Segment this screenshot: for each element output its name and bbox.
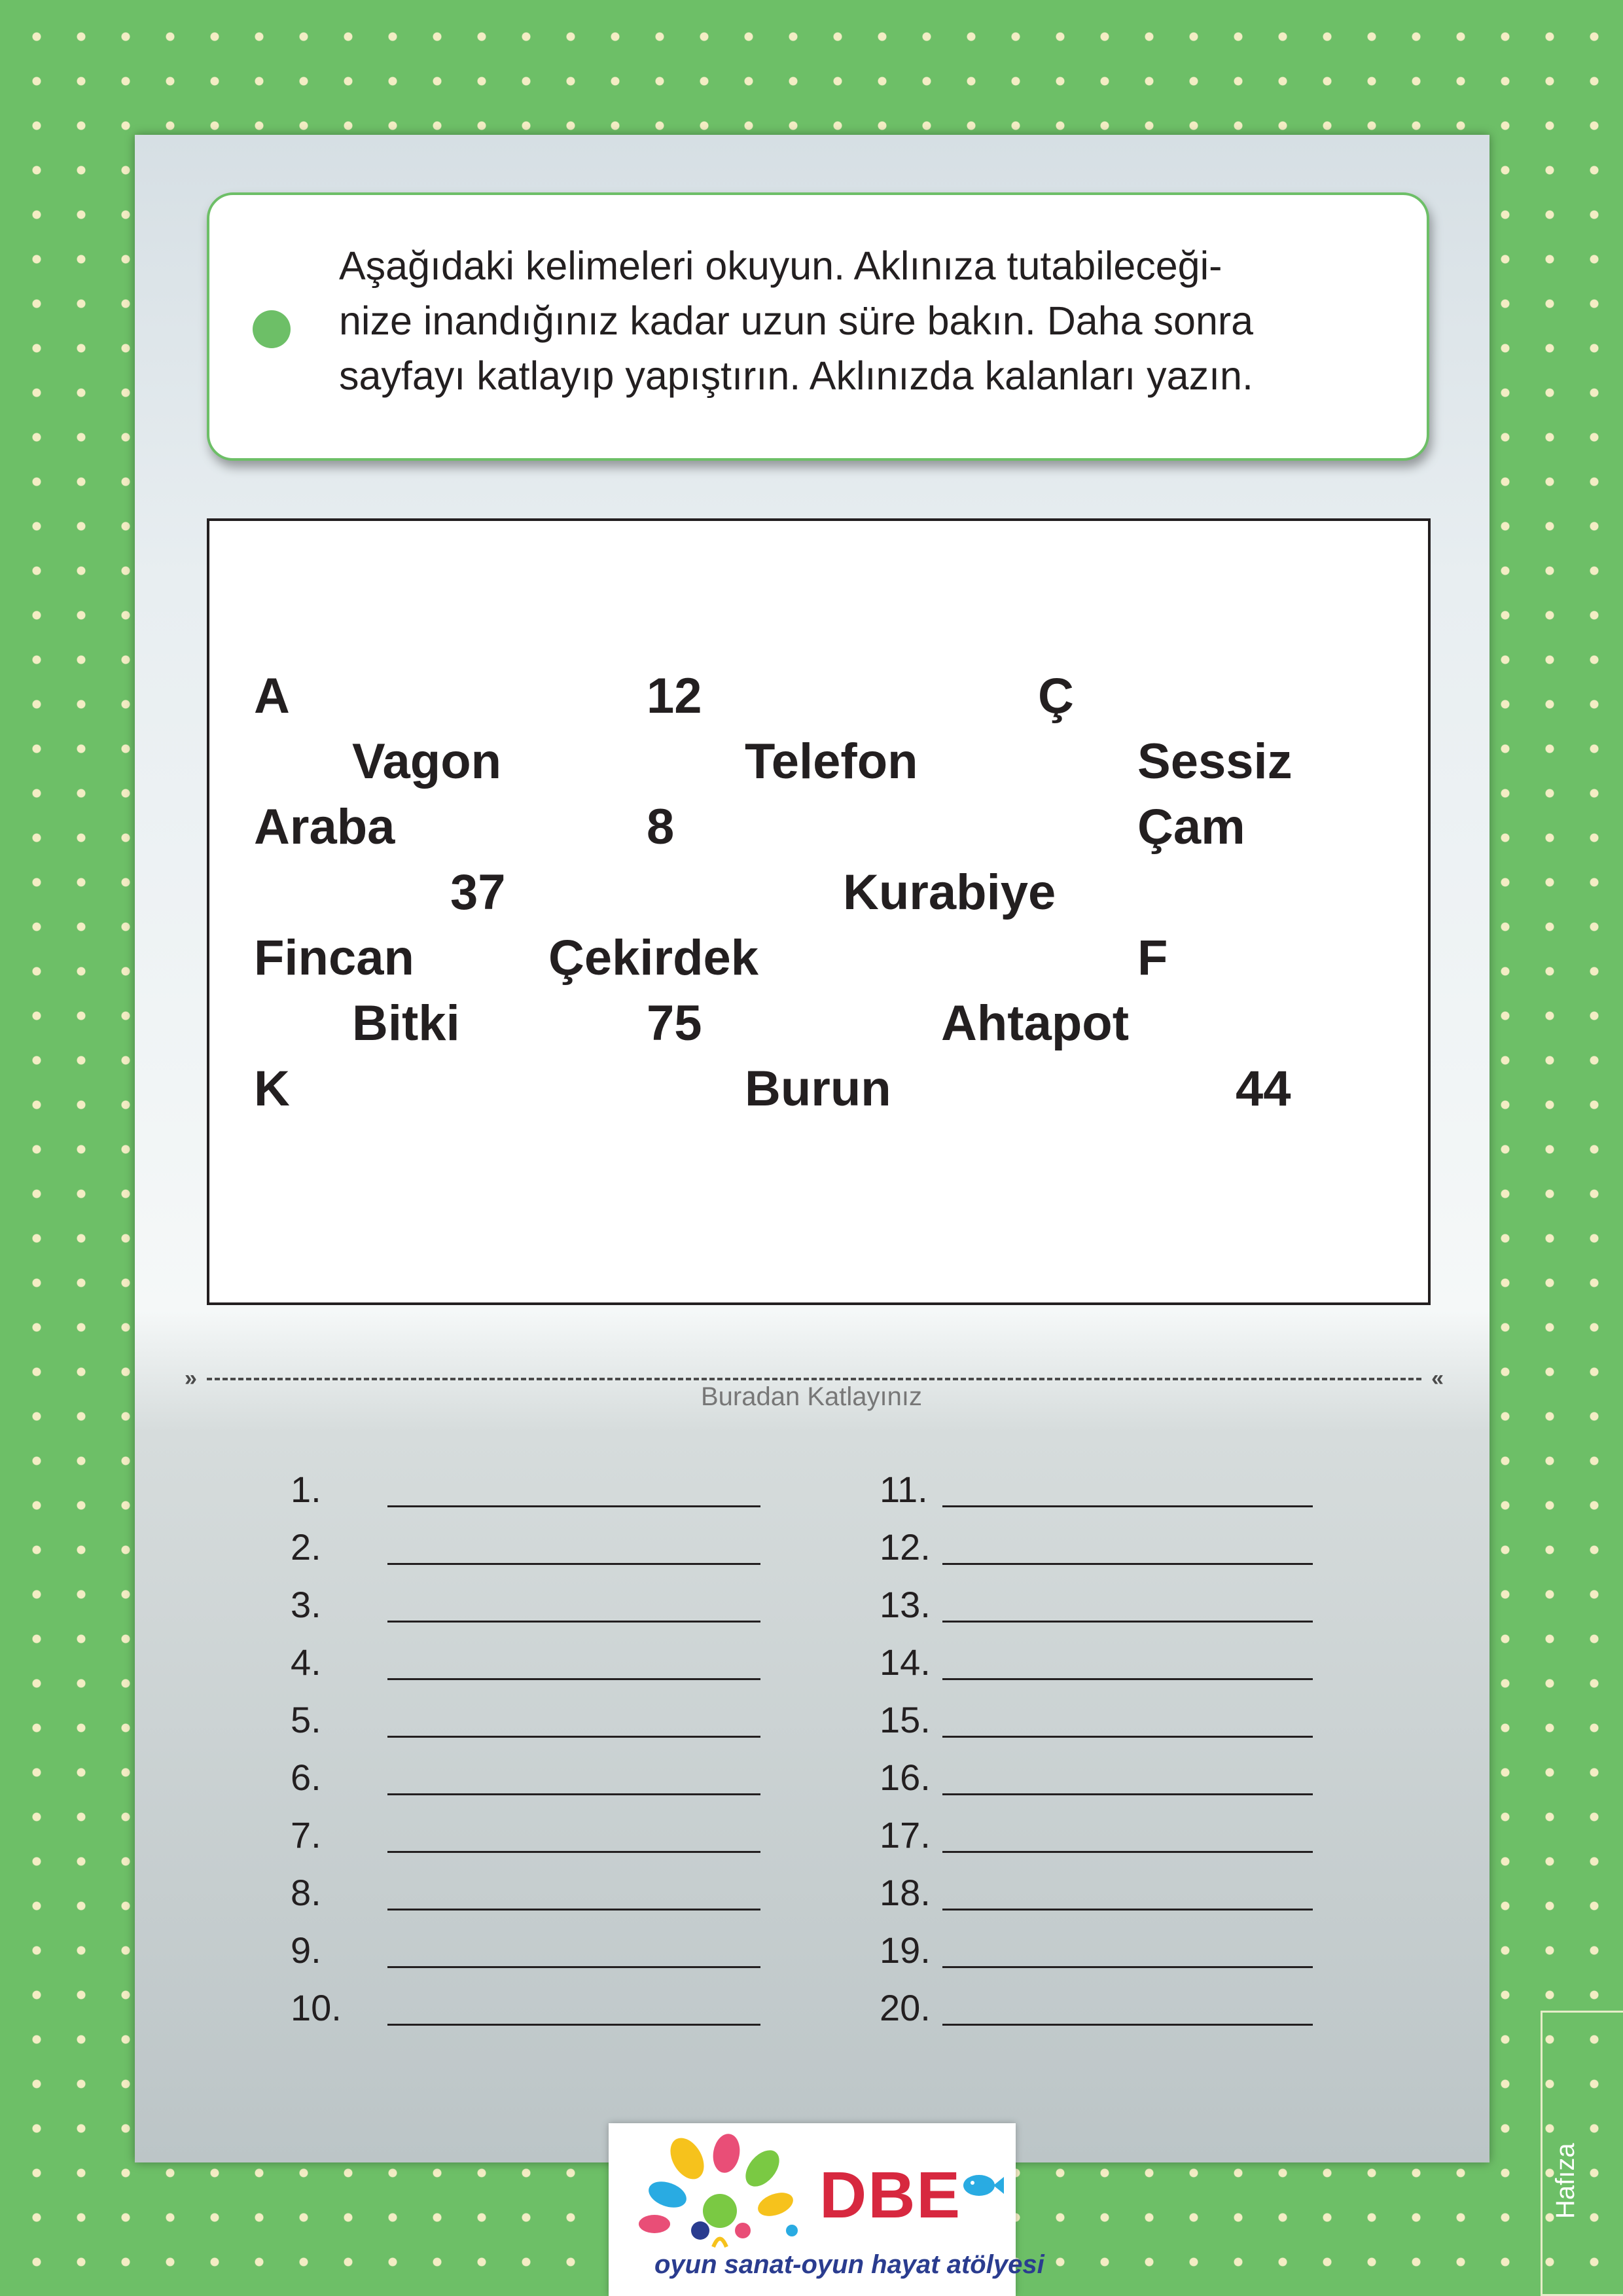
answer-blank[interactable]	[942, 1736, 1313, 1738]
fold-label: Buradan Katlayınız	[701, 1382, 922, 1411]
answer-number: 11.	[880, 1469, 928, 1510]
logo-brand: DBE	[819, 2159, 962, 2232]
instruction-text	[339, 238, 1412, 403]
word-item: Kurabiye	[843, 865, 1056, 920]
answer-blank[interactable]	[387, 1678, 760, 1680]
answer-blank[interactable]	[942, 1505, 1313, 1507]
fish-icon	[958, 2169, 1004, 2202]
answer-number: 2.	[291, 1526, 321, 1568]
instruction-line: Aşağıdaki kelimeleri okuyun. Aklınıza tutabileceği-	[339, 243, 1222, 288]
word-item: F	[1137, 930, 1168, 986]
answer-blank[interactable]	[942, 1563, 1313, 1565]
word-item: Burun	[745, 1061, 891, 1117]
word-item: Ahtapot	[941, 996, 1130, 1051]
word-item: Çekirdek	[548, 930, 759, 986]
answer-number: 12.	[880, 1526, 931, 1568]
fold-dashed-line	[207, 1378, 1421, 1380]
answer-number: 3.	[291, 1584, 321, 1625]
answer-number: 10.	[291, 1987, 342, 2028]
answer-number: 4.	[291, 1641, 321, 1683]
word-item: Çam	[1137, 799, 1245, 855]
answer-number: 9.	[291, 1929, 321, 1971]
answer-number: 19.	[880, 1929, 931, 1971]
answer-number: 18.	[880, 1872, 931, 1913]
double-chevron-right-icon: »	[185, 1366, 197, 1391]
bullet-icon	[253, 310, 291, 348]
word-item: Bitki	[352, 996, 460, 1051]
answer-number: 15.	[880, 1699, 931, 1740]
side-tab-label: Hafıza	[1551, 2143, 1580, 2219]
answer-number: 1.	[291, 1469, 321, 1510]
word-item: 37	[450, 865, 506, 920]
answer-blank[interactable]	[942, 1621, 1313, 1623]
word-item: A	[254, 668, 290, 724]
answer-blank[interactable]	[387, 1621, 760, 1623]
word-item: Ç	[1038, 668, 1074, 724]
word-item: 75	[647, 996, 702, 1051]
answer-number: 16.	[880, 1757, 931, 1798]
word-item: Vagon	[352, 734, 502, 789]
answer-blank[interactable]	[387, 1563, 760, 1565]
answer-blank[interactable]	[942, 1793, 1313, 1795]
answer-blank[interactable]	[387, 1851, 760, 1853]
answer-blank[interactable]	[942, 1909, 1313, 1910]
answer-number: 7.	[291, 1814, 321, 1856]
splash-flower-icon	[628, 2132, 838, 2257]
answer-blank[interactable]	[942, 1966, 1313, 1968]
answer-blank[interactable]	[387, 1793, 760, 1795]
answer-blank[interactable]	[387, 1909, 760, 1910]
answer-blank[interactable]	[387, 1736, 760, 1738]
answer-number: 6.	[291, 1757, 321, 1798]
instruction-box	[207, 192, 1429, 461]
word-item: 12	[647, 668, 702, 724]
dbe-logo	[609, 2123, 1044, 2296]
instruction-line: sayfayı katlayıp yapıştırın. Aklınızda kalanları yazın.	[339, 353, 1253, 398]
word-item: Telefon	[745, 734, 918, 789]
answer-number: 8.	[291, 1872, 321, 1913]
answer-blank[interactable]	[387, 2024, 760, 2026]
word-item: Fincan	[254, 930, 414, 986]
word-item: 8	[647, 799, 675, 855]
answer-number: 17.	[880, 1814, 931, 1856]
double-chevron-left-icon: «	[1431, 1366, 1444, 1391]
word-item: K	[254, 1061, 290, 1117]
word-item: Araba	[254, 799, 395, 855]
answer-number: 5.	[291, 1699, 321, 1740]
answer-blank[interactable]	[387, 1966, 760, 1968]
answer-blank[interactable]	[942, 1851, 1313, 1853]
answer-number: 20.	[880, 1987, 931, 2028]
answer-blank[interactable]	[942, 2024, 1313, 2026]
answer-number: 14.	[880, 1641, 931, 1683]
word-item: 44	[1236, 1061, 1291, 1117]
answer-number: 13.	[880, 1584, 931, 1625]
logo-tagline: oyun sanat-oyun hayat atölyesi	[654, 2250, 1044, 2279]
instruction-line: nize inandığınız kadar uzun süre bakın. Daha sonra	[339, 298, 1254, 343]
answer-blank[interactable]	[387, 1505, 760, 1507]
word-item: Sessiz	[1137, 734, 1293, 789]
word-list-box	[207, 518, 1431, 1305]
answer-blank[interactable]	[942, 1678, 1313, 1680]
